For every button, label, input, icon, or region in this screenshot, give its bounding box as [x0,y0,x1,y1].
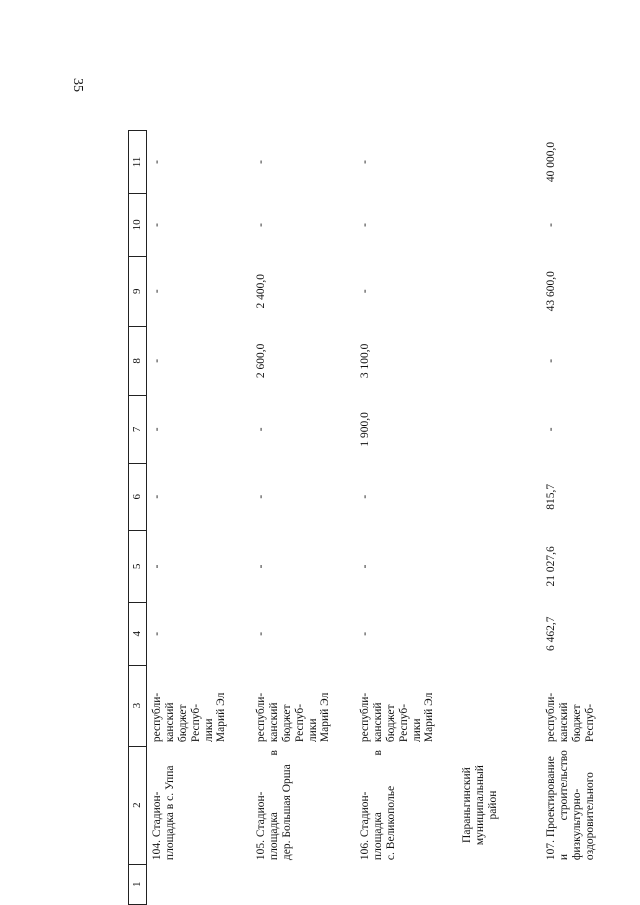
object-name-line: оздоровительного [583,772,596,861]
value-cell: - [255,223,267,227]
object-name-cell [147,746,252,864]
value-cell: 43 600,0 [545,271,557,312]
value-cell: - [151,358,163,363]
object-name-line: с. Великополье [384,785,397,861]
value-cell: - [151,160,163,164]
funding-source-line: республи- [255,692,267,743]
column-header: 3 [129,665,147,746]
value-cell: 3 100,0 [359,343,371,379]
value-cell: - [545,427,557,432]
column-header: 10 [129,193,147,256]
value-cell: - [151,564,163,569]
value-cell: - [151,223,163,227]
table-row [541,131,640,905]
table-row [355,131,457,905]
column-header: 4 [129,602,147,665]
column-header: 8 [129,326,147,396]
region-name-cell [457,746,541,864]
value-cell: - [545,223,557,227]
funding-source-line: Марий Эл [319,692,332,743]
value-cell: - [359,494,371,499]
object-name-line: дер. Большая Орша [280,764,293,861]
column-header: 11 [129,131,147,194]
region-name-line: район [486,790,499,820]
value-cell: 40 000,0 [545,141,557,183]
value-cell: - [255,494,267,499]
object-name-word: строительство [557,750,570,821]
row-number-cell [541,864,640,904]
column-number-row [129,131,147,905]
funding-source-line: республи- [545,692,557,743]
region-name-line: Параньгинский [461,767,473,843]
funding-source-cell [251,665,355,746]
funding-source-cell [355,665,457,746]
object-name-word: площадка [267,812,280,861]
value-cell: - [151,631,163,636]
object-name-word: площадка [371,812,384,861]
value-cell: - [151,494,163,499]
funding-source-line: Респуб- [189,703,202,743]
funding-source-line: бюджет [280,704,293,743]
region-name-line: муниципальный [473,765,486,846]
funding-source-cell [147,665,252,746]
funding-source-line: канский [163,702,176,743]
funding-source-line: канский [557,702,570,743]
funding-source-line: лики [410,718,423,743]
value-cell: 2 400,0 [255,273,267,309]
object-name-word: в [371,750,384,756]
value-cell: 21 027,6 [545,546,557,587]
value-cell: - [255,631,267,636]
funding-source-line: Марий Эл [423,692,436,743]
funding-source-line: Респуб- [293,703,306,743]
column-header: 5 [129,530,147,602]
object-name-word: и [557,853,570,861]
table-row [147,131,252,905]
value-cell: - [255,427,267,432]
value-cell: 2 600,0 [255,343,267,379]
funding-source-line: канский [267,702,280,743]
budget-table [128,130,640,905]
object-name-cell [251,746,355,864]
column-header: 9 [129,256,147,326]
value-cell: 6 462,7 [545,616,557,652]
funding-source-line: бюджет [384,704,397,743]
value-cell: - [359,631,371,636]
funding-source-cell [541,665,640,746]
column-header: 2 [129,746,147,864]
funding-source-line: Респуб- [583,703,596,743]
object-name-line: площадка в с. Уппа [163,765,176,861]
object-name-line: 106. Стадион- [359,791,371,861]
value-cell: - [359,160,371,164]
value-cell: - [545,358,557,363]
object-name-line [372,750,385,860]
row-number-cell [355,864,457,904]
column-header: 7 [129,396,147,463]
funding-source-line: республи- [359,692,371,743]
row-number-cell [251,864,355,904]
funding-source-line: лики [202,718,215,743]
value-cell: - [359,223,371,227]
object-name-line [268,750,281,860]
object-name-line: 107. Проектирование [545,756,557,861]
column-header: 1 [129,864,147,904]
row-number-cell [147,864,252,904]
value-cell: - [151,289,163,294]
value-cell: - [151,427,163,432]
table-row [251,131,355,905]
object-name-cell [355,746,457,864]
object-name-cell [541,746,640,864]
value-cell: 1 900,0 [359,412,371,447]
funding-source-line: Респуб- [397,703,410,743]
object-name-line: физкультурно- [570,788,583,861]
funding-source-line: бюджет [570,704,583,743]
value-cell: - [359,289,371,294]
value-cell: 815,7 [545,483,557,510]
rotated-table-page [128,130,596,905]
funding-source-line: Марий Эл [215,692,228,743]
column-header: 6 [129,463,147,530]
object-name-line: 104. Стадион- [151,791,163,861]
funding-source-line: республи- [151,692,163,743]
funding-source-line: лики [306,718,319,743]
value-cell: - [255,564,267,569]
funding-source-line: канский [371,702,384,743]
value-cell: - [255,160,267,164]
region-row [457,131,541,905]
funding-source-line: бюджет [176,704,189,743]
page-number: 35 [70,78,85,92]
object-name-line: 105. Стадион- [255,791,267,861]
object-name-word: в [267,750,280,756]
object-name-line [558,750,571,860]
value-cell: - [359,564,371,569]
